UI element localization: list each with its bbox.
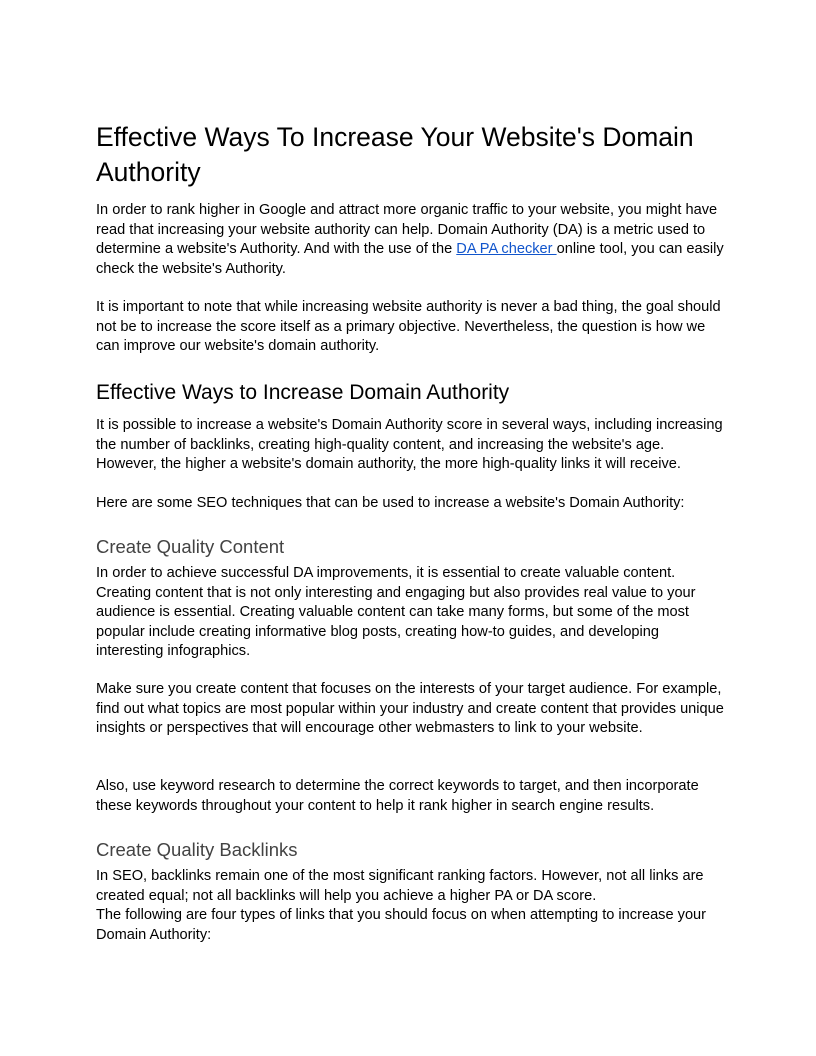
section-heading: Effective Ways to Increase Domain Authority (96, 381, 510, 404)
intro-paragraph (96, 201, 724, 279)
document-title: Effective Ways To Increase Your Website's Domain Authority (96, 122, 694, 187)
quality-content-paragraph-2: Make sure you create content that focuses on the interests of your target audience. For example, find out what topics are most popular within your industry and create content that provides unique insights or perspectives that will encourage other webmasters to link to your website. (96, 681, 724, 736)
subheading-quality-backlinks: Create Quality Backlinks (96, 839, 298, 860)
section-lead-paragraph: Here are some SEO techniques that can be used to increase a website's Domain Authority: (96, 495, 685, 511)
section-paragraph: It is possible to increase a website's Domain Authority score in several ways, including increasing the number of backlinks, creating high-quality content, and increasing the website's age. However, the higher a website's domain authority, the more high-quality links it will receive. (96, 417, 723, 472)
intro-text-end: online tool, you can easily check the website's Authority. (96, 241, 724, 277)
backlinks-paragraph-1: In SEO, backlinks remain one of the most significant ranking factors. However, not all links are created equal; not all backlinks will help you achieve a higher PA or DA score. (96, 868, 704, 904)
backlinks-paragraph-2: The following are four types of links that you should focus on when attempting to increase your Domain Authority: (96, 907, 707, 943)
intro-text-start: In order to rank higher in Google and attract more organic traffic to your website, you might have read that increasing your website authority can help. Domain Authority (DA) is a metric used to determine a website's Authority. And with the use of the (96, 202, 718, 257)
note-paragraph: It is important to note that while increasing website authority is never a bad thing, the goal should not be to increase the score itself as a primary objective. Nevertheless, the question is how we can improve our website's domain authority. (96, 299, 721, 354)
quality-content-paragraph-3: Also, use keyword research to determine the correct keywords to target, and then incorporate these keywords throughout your content to help it rank higher in search engine results. (96, 778, 699, 814)
quality-content-paragraph-1: In order to achieve successful DA improvements, it is essential to create valuable content. Creating content that is not only interesting and engaging but also provides real value to your audience is essential. Creating valuable content can take many forms, but some of the most popular include creating informative blog posts, creating how-to guides, and developing interesting infographics. (96, 565, 696, 659)
da-pa-checker-link[interactable]: DA PA checker (456, 241, 557, 257)
subheading-quality-content: Create Quality Content (96, 536, 285, 557)
